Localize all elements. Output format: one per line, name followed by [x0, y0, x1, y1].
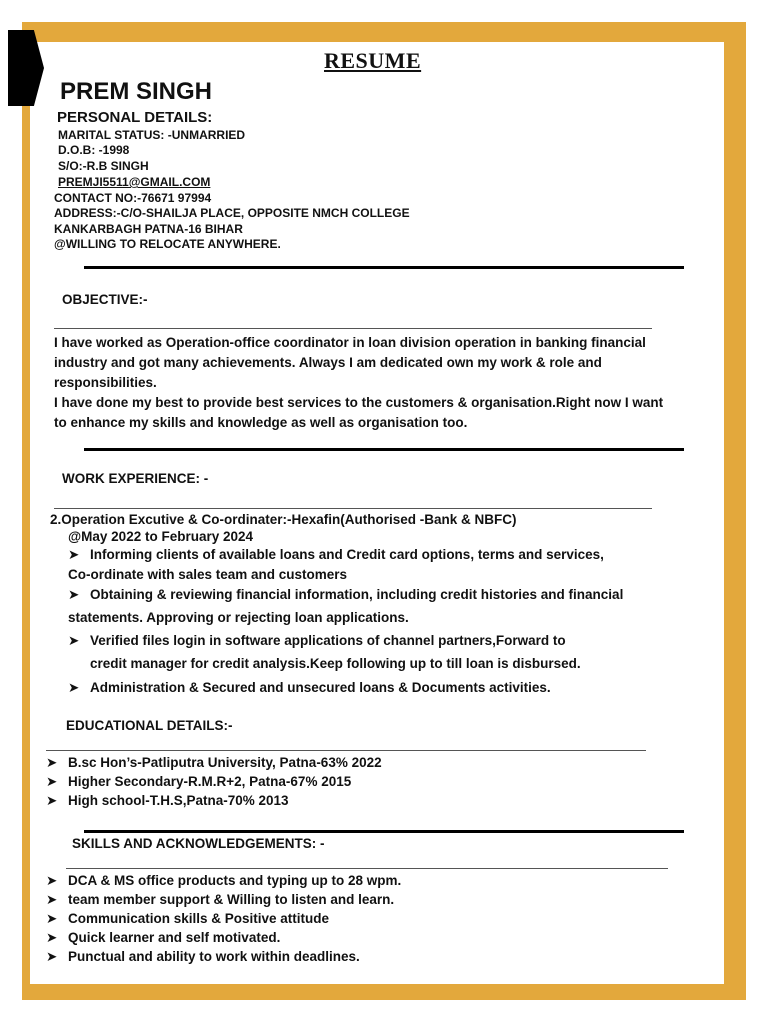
objective-line: I have worked as Operation-office coordinator in loan division operation in banking financial [54, 335, 646, 350]
son-of: S/O:-R.B SINGH [58, 159, 149, 173]
work-bullet-item [68, 587, 623, 603]
education-item-text: B.sc Hon’s-Patliputra University, Patna-63% 2022 [68, 755, 382, 770]
arrowhead-bullet-icon: ➤ [46, 873, 58, 888]
skill-item [46, 873, 401, 889]
work-bullet-item [68, 633, 566, 649]
arrowhead-bullet-icon: ➤ [68, 680, 80, 695]
personal-details-heading: PERSONAL DETAILS: [57, 109, 213, 126]
education-item [46, 774, 351, 790]
education-item [46, 755, 382, 771]
skill-item [46, 949, 360, 965]
address-line-1: ADDRESS:-C/O-SHAILJA PLACE, OPPOSITE NMCH COLLEGE [54, 206, 410, 220]
education-item [46, 793, 289, 809]
arrowhead-bullet-icon: ➤ [46, 755, 58, 770]
education-item-text: High school-T.H.S,Patna-70% 2013 [68, 793, 289, 808]
skill-item-text: team member support & Willing to listen and learn. [68, 892, 395, 907]
arrowhead-bullet-icon: ➤ [46, 949, 58, 964]
work-bullet-text: Obtaining & reviewing financial information, including credit histories and financial [90, 587, 624, 602]
divider-thick [84, 448, 684, 451]
email-link[interactable]: PREMJI5511@GMAIL.COM [58, 175, 211, 189]
work-bullet-text: Informing clients of available loans and Credit card options, terms and services, [90, 547, 604, 562]
document-title: RESUME [324, 48, 422, 73]
candidate-name: PREM SINGH [60, 78, 213, 105]
marital-status: MARITAL STATUS: -UNMARRIED [58, 128, 246, 142]
skill-item-text: Punctual and ability to work within deadlines. [68, 949, 360, 964]
arrowhead-bullet-icon: ➤ [46, 793, 58, 808]
objective-heading: OBJECTIVE:- [62, 292, 148, 307]
arrowhead-bullet-icon: ➤ [46, 911, 58, 926]
arrowhead-bullet-icon: ➤ [68, 633, 80, 648]
relocate-note: @WILLING TO RELOCATE ANYWHERE. [54, 237, 281, 251]
work-bullet-item [68, 547, 604, 563]
objective-line: responsibilities. [54, 375, 157, 390]
objective-line: industry and got many achievements. Always I am dedicated own my work & role and [54, 355, 602, 370]
arrowhead-bullet-icon: ➤ [46, 892, 58, 907]
skills-heading: SKILLS AND ACKNOWLEDGEMENTS: - [72, 836, 325, 851]
arrowhead-bullet-icon: ➤ [68, 547, 80, 562]
arrowhead-bullet-icon: ➤ [46, 774, 58, 789]
divider-thin [54, 508, 652, 509]
divider-thin [54, 328, 652, 329]
education-heading: EDUCATIONAL DETAILS:- [66, 718, 233, 733]
job-role: 2.Operation Excutive & Co-ordinater:-Hexafin(Authorised -Bank & NBFC) [50, 512, 517, 527]
education-item-text: Higher Secondary-R.M.R+2, Patna-67% 2015 [68, 774, 352, 789]
skill-item [46, 911, 329, 927]
date-of-birth: D.O.B: -1998 [58, 143, 130, 157]
job-period: @May 2022 to February 2024 [68, 529, 254, 544]
divider-thick [84, 266, 684, 269]
skill-item-text: Quick learner and self motivated. [68, 930, 281, 945]
work-bullet-continuation: statements. Approving or rejecting loan applications. [68, 610, 409, 625]
arrowhead-bullet-icon: ➤ [68, 587, 80, 602]
work-experience-heading: WORK EXPERIENCE: - [62, 471, 209, 486]
work-bullet-text: Verified files login in software applications of channel partners,Forward to [90, 633, 566, 648]
skill-item-text: DCA & MS office products and typing up to 28 wpm. [68, 873, 402, 888]
objective-line: to enhance my skills and knowledge as well as organisation too. [54, 415, 468, 430]
divider-thin [66, 868, 668, 869]
work-bullet-continuation: credit manager for credit analysis.Keep following up to till loan is disbursed. [90, 656, 581, 671]
objective-line: I have done my best to provide best services to the customers & organisation.Right now I want [54, 395, 664, 410]
arrowhead-bullet-icon: ➤ [46, 930, 58, 945]
work-bullet-text: Administration & Secured and unsecured loans & Documents activities. [90, 680, 551, 695]
work-bullet-item [68, 680, 551, 696]
divider-thin [46, 750, 646, 751]
contact-number: CONTACT NO:-76671 97994 [54, 191, 212, 205]
divider-thick [84, 830, 684, 833]
skill-item [46, 930, 280, 946]
skill-item [46, 892, 394, 908]
work-bullet-continuation: Co-ordinate with sales team and customers [68, 567, 348, 582]
address-line-2: KANKARBAGH PATNA-16 BIHAR [54, 222, 243, 236]
skill-item-text: Communication skills & Positive attitude [68, 911, 330, 926]
